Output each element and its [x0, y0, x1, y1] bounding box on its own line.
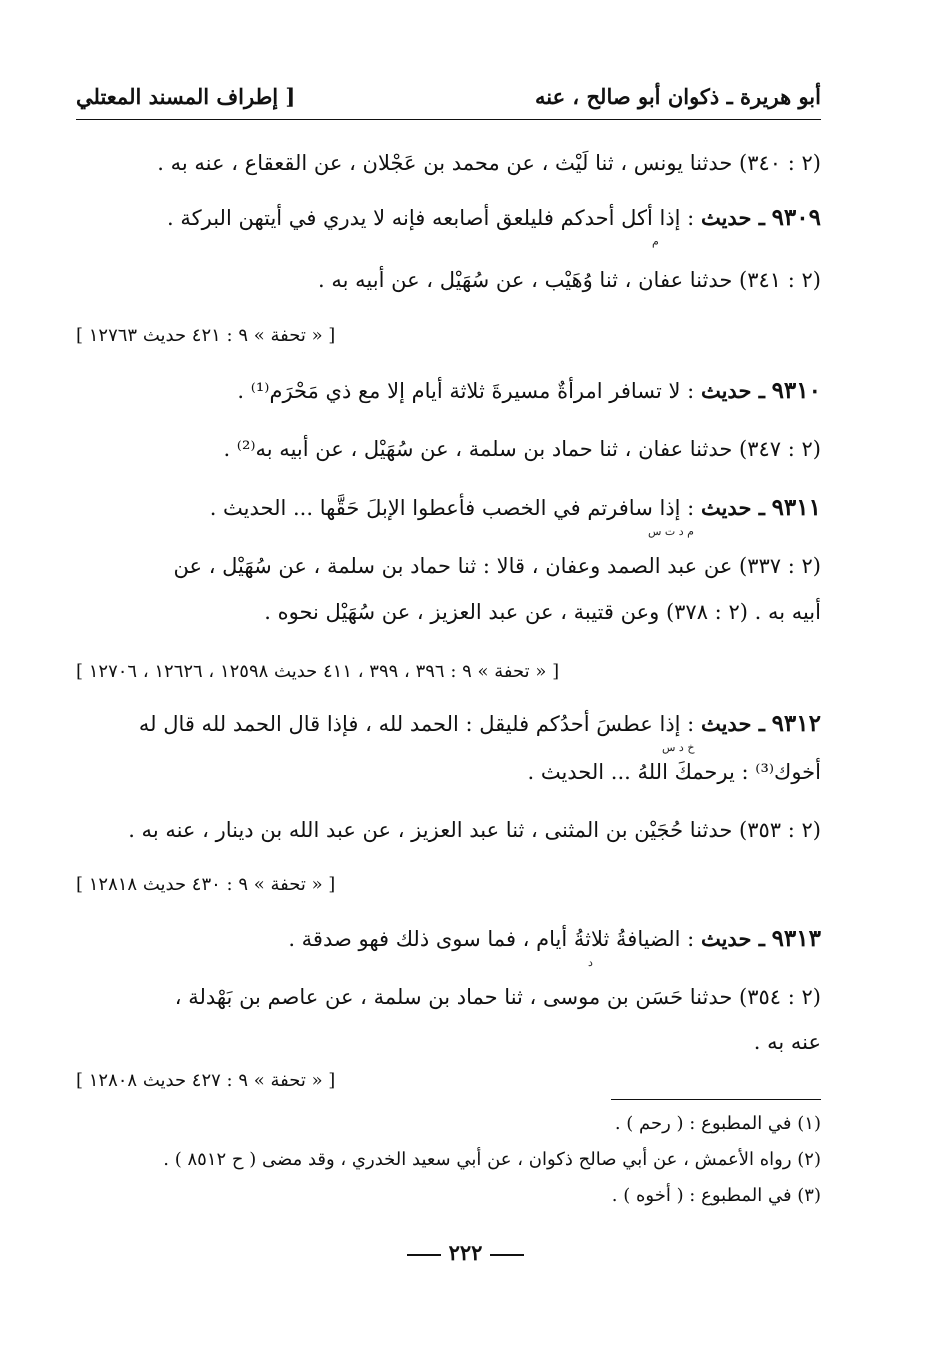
- hadith-label: ـ حديث: [700, 205, 765, 230]
- hadith-number: ٩٣٠٩: [771, 204, 821, 231]
- hadith-text: : إذا عطسَ أحدُكم فليقل : الحمد لله ، فإذا قال الحمد لله قال له: [138, 712, 695, 736]
- hadith-text: : إذا أكل أحدكم فليلعق أصابعه فإنه لا يدري في أيتهن البركة .: [167, 206, 695, 230]
- sigla-9313: د: [588, 956, 593, 969]
- hadith-9313: [288, 925, 821, 953]
- footnote-1: (١) في المطبوع : ( رحم ) .: [614, 1113, 821, 1134]
- sigla-9311: م د ت س: [648, 525, 694, 538]
- tuhfa-ref-9312: [ « تحفة » ٩ : ٤٣٠ حديث ١٢٨١٨ ]: [76, 874, 336, 895]
- sigla-9312: خ د س: [662, 741, 695, 754]
- footnote-rule: [611, 1099, 821, 1100]
- tuhfa-ref-9313: [ « تحفة » ٩ : ٤٢٧ حديث ١٢٨٠٨ ]: [76, 1070, 336, 1091]
- hadith-9309: [167, 204, 821, 232]
- hadith-label: ـ حديث: [700, 711, 765, 736]
- dash-right: [490, 1254, 524, 1256]
- isnad-9310: (٢ : ٣٤٧) حدثنا عفان ، ثنا حماد بن سلمة ، عن سُهَيْل ، عن أبيه به⁽²⁾ .: [223, 437, 821, 461]
- running-header-right: أبو هريرة ـ ذكوان أبو صالح ، عنه: [534, 84, 821, 109]
- header-rule: [76, 119, 821, 120]
- hadith-9312: [139, 710, 821, 738]
- isnad-9311-line2: أبيه به . (٢ : ٣٧٨) وعن قتيبة ، عن عبد العزيز ، عن سُهَيْل نحوه .: [264, 600, 821, 624]
- footnote-2: (٢) رواه الأعمش ، عن أبي صالح ذكوان ، عن أبي سعيد الخدري ، وقد مضى ( ح ٨٥١٢ ) .: [163, 1149, 821, 1170]
- hadith-number: ٩٣١١: [771, 494, 821, 521]
- hadith-number: ٩٣١٢: [771, 710, 821, 737]
- isnad-9312: (٢ : ٣٥٣) حدثنا حُجَيْن بن المثنى ، ثنا عبد العزيز ، عن عبد الله بن دينار ، عنه به .: [128, 818, 821, 842]
- running-header-left: [ إطراف المسند المعتلي: [76, 84, 296, 109]
- hadith-label: ـ حديث: [700, 495, 765, 520]
- isnad-9313-line1: (٢ : ٣٥٤) حدثنا حَسَن بن موسى ، ثنا حماد بن سلمة ، عن عاصم بن بَهْدلة ،: [174, 985, 821, 1009]
- hadith-label: ـ حديث: [700, 378, 765, 403]
- hadith-text: : لا تسافر امرأةٌ مسيرةَ ثلاثة أيام إلا مع ذي مَحْرَم⁽¹⁾ .: [237, 379, 695, 403]
- footnote-3: (٣) في المطبوع : ( أخوه ) .: [611, 1185, 821, 1206]
- tuhfa-ref-9311: [ « تحفة » ٩ : ٣٩٦ ، ٣٩٩ ، ٤١١ حديث ١٢٥٩٨ ، ١٢٦٢٦ ، ١٢٧٠٦ ]: [76, 661, 560, 682]
- hadith-9312-line2: أخوك⁽³⁾ : يرحمكَ اللهُ ... الحديث .: [527, 760, 821, 784]
- hadith-text: : إذا سافرتم في الخصب فأعطوا الإبلَ حَقَّها ... الحديث .: [209, 496, 695, 520]
- page-number-value: ٢٢٢: [448, 1240, 483, 1265]
- hadith-number: ٩٣١٣: [771, 925, 821, 952]
- hadith-text: : الضيافةُ ثلاثةُ أيام ، فما سوى ذلك فهو صدقة .: [288, 927, 695, 951]
- isnad-line: (٢ : ٣٤٠) حدثنا يونس ، ثنا لَيْث ، عن محمد بن عَجْلان ، عن القعقاع ، عنه به .: [157, 151, 821, 175]
- sigla-9309: م: [652, 235, 659, 248]
- isnad-9313-line2: عنه به .: [753, 1030, 821, 1054]
- page-number: [0, 1240, 931, 1265]
- hadith-label: ـ حديث: [700, 926, 765, 951]
- hadith-9311: [210, 494, 821, 522]
- dash-left: [407, 1254, 441, 1256]
- tuhfa-ref-9309: [ « تحفة » ٩ : ٤٢١ حديث ١٢٧٦٣ ]: [76, 325, 336, 346]
- isnad-9311-line1: (٢ : ٣٣٧) عن عبد الصمد وعفان ، قالا : ثنا حماد بن سلمة ، عن سُهَيْل ، عن: [173, 554, 821, 578]
- hadith-number: ٩٣١٠: [771, 377, 821, 404]
- isnad-9309: (٢ : ٣٤١) حدثنا عفان ، ثنا وُهَيْب ، عن سُهَيْل ، عن أبيه به .: [318, 268, 821, 292]
- hadith-9310: [237, 377, 821, 405]
